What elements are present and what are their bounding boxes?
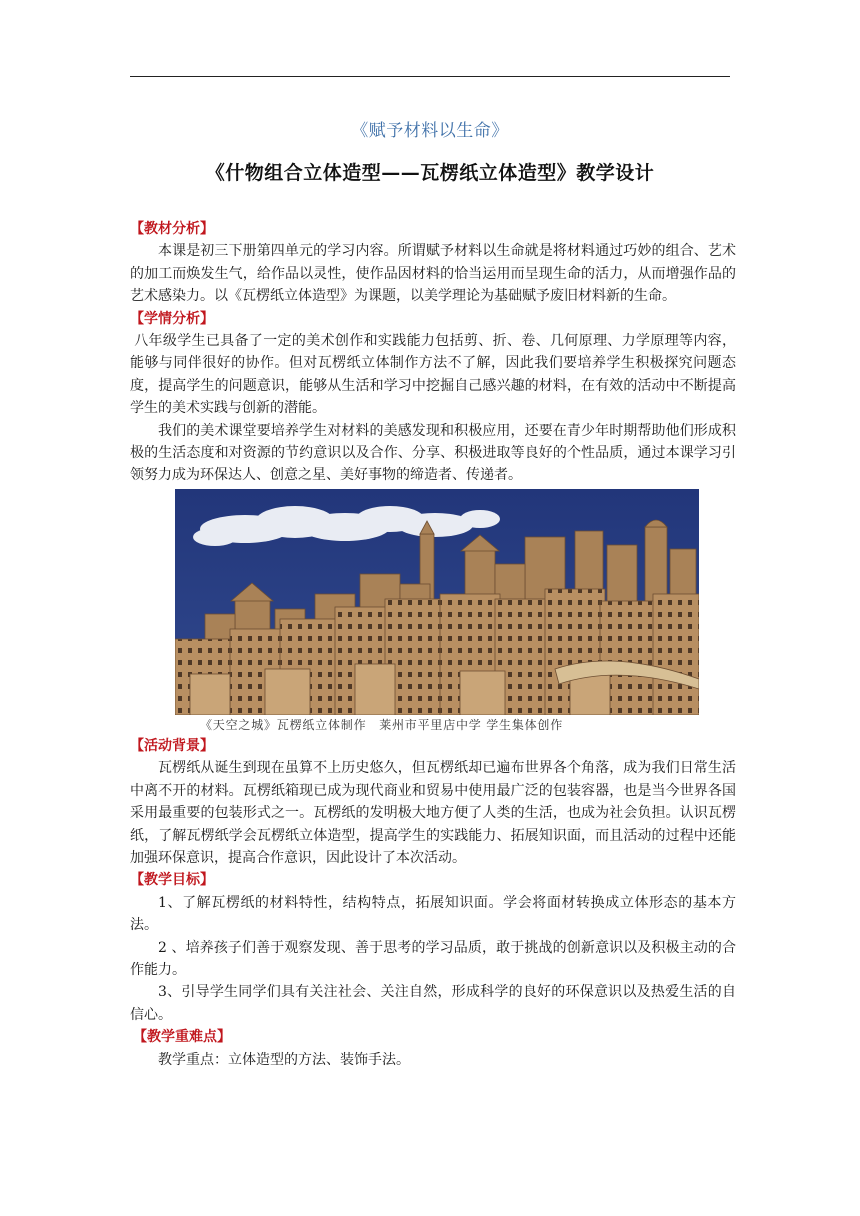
cardboard-city-illustration	[175, 489, 699, 715]
section-heading-material-analysis: 【教材分析】	[130, 221, 214, 237]
student-analysis-paragraph-1: 八年级学生已具备了一定的美术创作和实践能力包括剪、折、卷、几何原理、力学原理等内容，能够与同伴很好的协作。但对瓦楞纸立体制作方法不了解，因此我们要培养学生积极探究问题态度，提高学生的问题意识，能够从生活和学习中挖掘自己感兴趣的材料，在有效的活动中不断提高学生的美术实践与创新的潜能。	[130, 333, 736, 417]
figure-caption: 《天空之城》瓦楞纸立体制作 莱州市平里店中学 学生集体创作	[200, 717, 564, 732]
document-subtitle: 《赋予材料以生命》	[351, 121, 509, 141]
header-rule	[130, 76, 730, 77]
document-body	[130, 218, 736, 1071]
artwork-figure	[130, 489, 736, 735]
teaching-goal-1: 1、了解瓦楞纸的材料特性，结构特点，拓展知识面。学会将面材转换成立体形态的基本方法。	[130, 894, 736, 934]
key-points-focus: 教学重点：立体造型的方法、装饰手法。	[158, 1051, 410, 1068]
material-analysis-paragraph: 本课是初三下册第四单元的学习内容。所谓赋予材料以生命就是将材料通过巧妙的组合、艺术的加工而焕发生气，给作品以灵性，使作品因材料的恰当运用而呈现生命的活力，从而增强作品的艺术感染力。以《瓦楞纸立体造型》为课题，以美学理论为基础赋予废旧材料新的生命。	[130, 243, 736, 305]
student-analysis-paragraph-2: 我们的美术课堂要培养学生对材料的美感发现和积极应用，还要在青少年时期帮助他们形成积极的生活态度和对资源的节约意识以及合作、分享、积极进取等良好的个性品质，通过本课学习引领努力成为环保达人、创意之星、美好事物的缔造者、传递者。	[130, 422, 736, 484]
section-heading-teaching-goals: 【教学目标】	[130, 872, 214, 889]
teaching-goal-2: 2 、培养孩子们善于观察发现、善于思考的学习品质，敢于挑战的创新意识以及积极主动的合作能力。	[130, 939, 736, 978]
section-heading-activity-background: 【活动背景】	[130, 737, 214, 754]
activity-background-paragraph: 瓦楞纸从诞生到现在虽算不上历史悠久，但瓦楞纸却已遍布世界各个角落，成为我们日常生活中离不开的材料。瓦楞纸箱现已成为现代商业和贸易中使用最广泛的包装容器，也是当今世界各国采用最重要的包装形式之一。瓦楞纸的发明极大地方便了人类的生活，也成为社会负担。认识瓦楞纸，了解瓦楞纸学会瓦楞纸立体造型，提高学生的实践能力、拓展知识面，而且活动的过程中还能加强环保意识，提高合作意识，因此设计了本次活动。	[130, 760, 736, 866]
section-heading-student-analysis: 【学情分析】	[130, 310, 214, 327]
document-title: 《什物组合立体造型——瓦楞纸立体造型》教学设计	[205, 162, 655, 184]
teaching-goal-3: 3、引导学生同学们具有关注社会、关注自然，形成科学的良好的环保意识以及热爱生活的自信心。	[130, 984, 736, 1023]
cardboard-city-photo	[175, 489, 699, 715]
section-heading-key-points: 【教学重难点】	[133, 1029, 231, 1046]
